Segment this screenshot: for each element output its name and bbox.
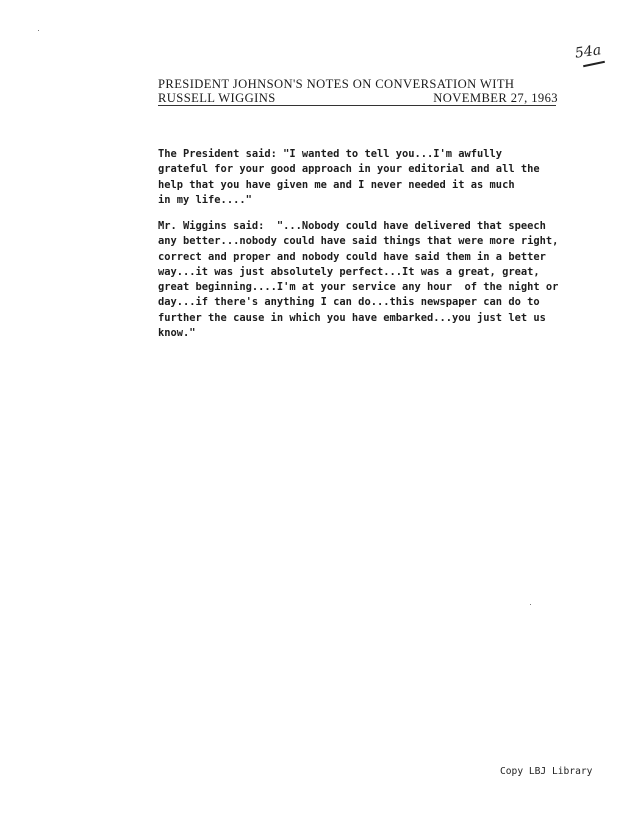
paragraph-line: help that you have given me and I never needed it as much <box>158 178 515 191</box>
header-subtitle-row <box>158 91 558 105</box>
paragraph-line: great beginning....I'm at your service any hour of the night or <box>158 281 559 294</box>
paragraph-line: further the cause in which you have embarked...you just let us <box>158 311 546 324</box>
document-header <box>158 77 558 105</box>
paragraph-line: way...it was just absolutely perfect...It was a great, great, <box>158 265 540 278</box>
paragraph-line: any better...nobody could have said things that were more right, <box>158 235 559 248</box>
header-title: PRESIDENT JOHNSON'S NOTES ON CONVERSATION WITH <box>158 77 515 91</box>
handwritten-page-marker: 54a <box>574 42 603 62</box>
paragraph-line: The President said: "I wanted to tell you...I'm awfully <box>158 148 503 160</box>
header-name: RUSSELL WIGGINS <box>158 91 276 105</box>
scan-speck <box>530 604 531 605</box>
paragraph-line: know." <box>158 327 196 340</box>
scan-speck <box>38 30 39 31</box>
handwritten-underline <box>583 61 605 68</box>
paragraph-wiggins <box>158 219 568 341</box>
header-date: NOVEMBER 27, 1963 <box>433 91 558 105</box>
paragraph-line: correct and proper and nobody could have said them in a better <box>158 250 546 263</box>
paragraph-line: day...if there's anything I can do...this newspaper can do to <box>158 296 540 309</box>
paragraph-line: in my life...." <box>158 193 252 206</box>
paragraph-line: grateful for your good approach in your editorial and all the <box>158 163 540 176</box>
library-copy-stamp: Copy LBJ Library <box>500 766 593 777</box>
paragraph-president <box>158 147 568 208</box>
header-underline <box>158 105 556 106</box>
paragraph-line: Mr. Wiggins said: "...Nobody could have delivered that speech <box>158 220 546 232</box>
